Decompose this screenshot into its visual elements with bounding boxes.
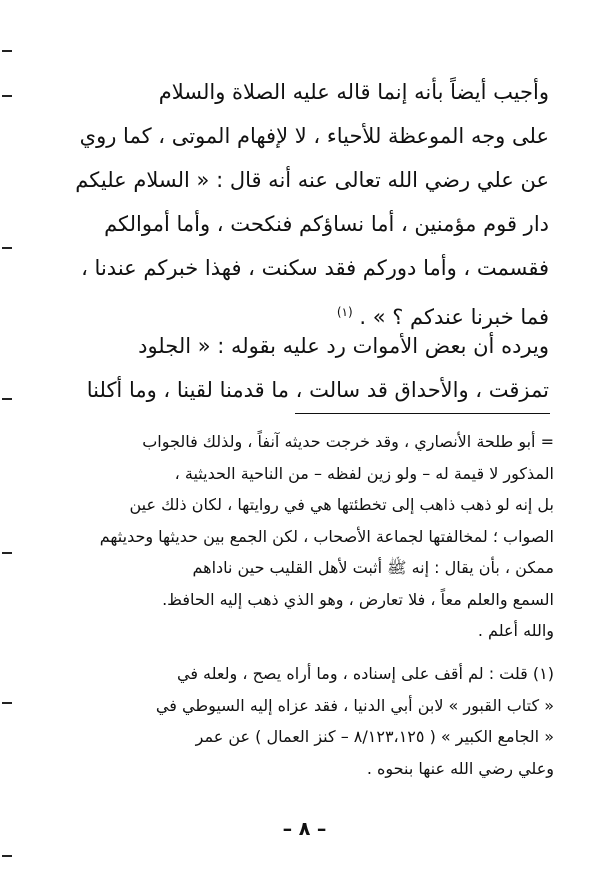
footnote-line: وعلي رضي الله عنها بنحوه . [366, 758, 554, 778]
text-line-content: فما خبرنا عندكم ؟ » . [359, 305, 549, 329]
margin-mark [2, 95, 12, 97]
footnote-separator [295, 413, 550, 414]
text-line: عن علي رضي الله تعالى عنه أنه قال : « السلام عليكم [75, 168, 549, 192]
text-line: تمزقت ، والأحداق قد سالت ، ما قدمنا لقينا ، وما أكلنا [86, 378, 549, 402]
text-line: على وجه الموعظة للأحياء ، لا لإفهام الموتى ، كما روي [79, 124, 549, 148]
margin-mark [2, 552, 12, 554]
footnote-line: المذكور لا قيمة له – ولو زين لفظه – من الناحية الحديثية ، [174, 463, 554, 483]
text-line: دار قوم مؤمنين ، أما نساؤكم فنكحت ، وأما أموالكم [104, 212, 549, 236]
footnote-1 [44, 658, 554, 784]
margin-mark [2, 702, 12, 704]
margin-mark [2, 398, 12, 400]
footnote-line: = أبو طلحة الأنصاري ، وقد خرجت حديثه آنفاً ، ولذلك فالجواب [142, 432, 554, 451]
margin-mark [2, 247, 12, 249]
main-paragraph-2 [74, 324, 549, 412]
text-line: وأجيب أيضاً بأنه إنما قاله عليه الصلاة والسلام [158, 80, 549, 104]
footnote-line: السمع والعلم معاً ، فلا تعارض ، وهو الذي ذهب إليه الحافظ. [162, 589, 554, 609]
footnote-continued [44, 426, 554, 647]
margin-mark [2, 50, 12, 52]
footnote-line: الصواب ؛ لمخالفتها لجماعة الأصحاب ، لكن الجمع بين حديثها وحديثهم [99, 526, 554, 546]
main-paragraph-1 [74, 70, 549, 334]
footnote-line: بل إنه لو ذهب ذاهب إلى تخطئتها هي في روايتها ، لكان ذلك عين [129, 495, 554, 514]
page-number: – ٨ – [282, 818, 327, 840]
footnote-line: « كتاب القبور » لابن أبي الدنيا ، فقد عزاه إليه السيوطي في [155, 695, 554, 715]
footnote-line: والله أعلم . [477, 621, 554, 640]
text-line: فقسمت ، وأما دوركم فقد سكنت ، فهذا خبركم عندنا ، [81, 256, 549, 280]
text-line: ويرده أن بعض الأموات رد عليه بقوله : « الجلود [138, 334, 549, 358]
footnote-line: (١) قلت : لم أقف على إسناده ، وما أراه يصح ، ولعله في [176, 664, 554, 683]
footnote-line: ممكن ، بأن يقال : إنه ﷺ أثبت لأهل القليب حين ناداهم [192, 558, 554, 577]
margin-mark [2, 855, 12, 857]
footnote-line: « الجامع الكبير » ( ٨/١٢٣،١٢٥ – كنز العمال ) عن عمر [195, 727, 554, 746]
footnote-reference: (١) [336, 305, 353, 319]
